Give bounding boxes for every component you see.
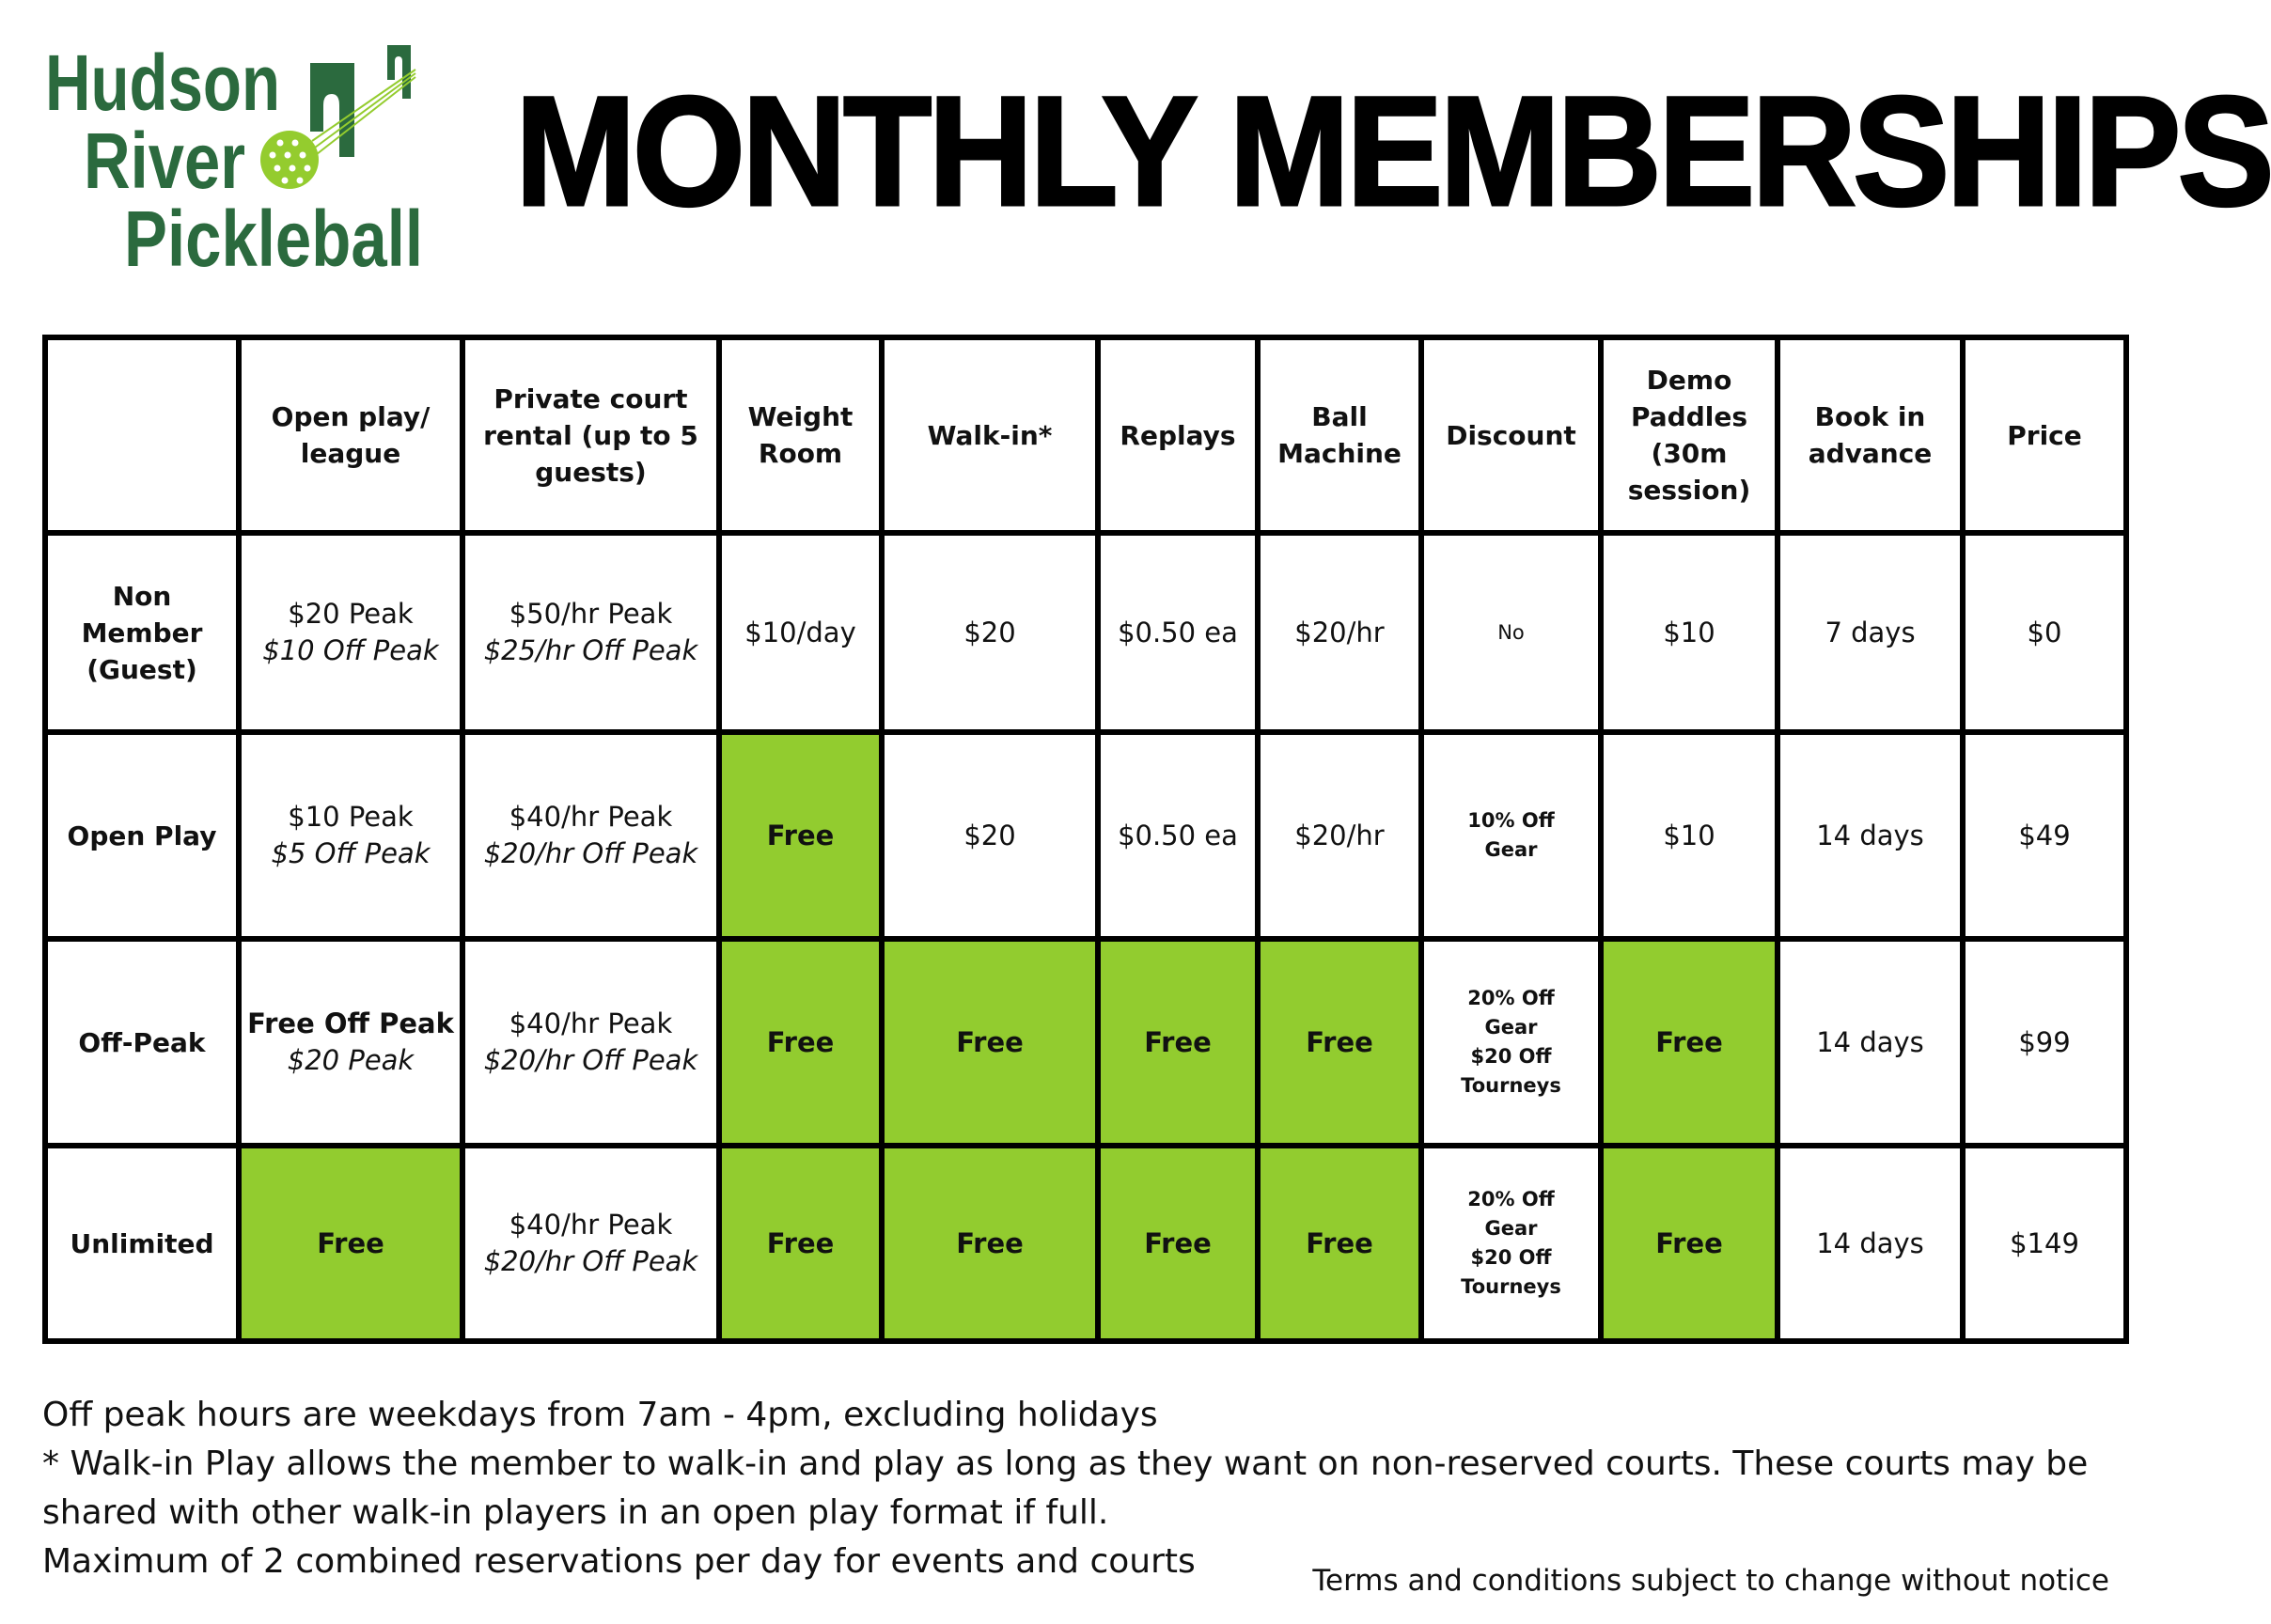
header-open-play: Open play/ league — [239, 337, 462, 533]
peak-price: $50/hr Peak — [509, 598, 673, 630]
cell-replays: Free — [1098, 1146, 1258, 1341]
pickleball-icon — [260, 131, 319, 189]
header-ball-machine: Ball Machine — [1258, 337, 1421, 533]
discount-line: Gear — [1484, 838, 1538, 861]
cell-discount: No — [1421, 533, 1601, 732]
cell-replays: Free — [1098, 939, 1258, 1146]
table-row-off-peak — [45, 939, 2126, 1146]
header-empty — [45, 337, 239, 533]
peak-price: $40/hr Peak — [509, 1007, 673, 1039]
discount-line: Gear — [1484, 1016, 1538, 1038]
cell-replays: $0.50 ea — [1098, 732, 1258, 939]
row-label: Unlimited — [45, 1146, 239, 1341]
header-replays: Replays — [1098, 337, 1258, 533]
off-peak-price: $5 Off Peak — [271, 837, 431, 869]
off-peak-price: $20/hr Off Peak — [483, 1245, 698, 1277]
table-row-open-play — [45, 732, 2126, 939]
cell-private-court — [462, 1146, 719, 1341]
footnotes — [42, 1391, 2129, 1586]
cell-demo-paddles: $10 — [1601, 533, 1778, 732]
row-label: Non Member (Guest) — [45, 533, 239, 732]
cell-private-court — [462, 939, 719, 1146]
discount-line: Gear — [1484, 1217, 1538, 1240]
cell-book-in-advance: 14 days — [1778, 732, 1963, 939]
header-private-court: Private court rental (up to 5 guests) — [462, 337, 719, 533]
cell-book-in-advance: 14 days — [1778, 939, 1963, 1146]
cell-open-play — [239, 939, 462, 1146]
cell-open-play — [239, 732, 462, 939]
header-discount: Discount — [1421, 337, 1601, 533]
cell-ball-machine: $20/hr — [1258, 533, 1421, 732]
cell-ball-machine: Free — [1258, 939, 1421, 1146]
cell-replays: $0.50 ea — [1098, 533, 1258, 732]
logo-line-3: Pickleball — [124, 195, 423, 283]
header-price: Price — [1963, 337, 2126, 533]
cell-ball-machine: $20/hr — [1258, 732, 1421, 939]
cell-weight-room: Free — [719, 939, 882, 1146]
discount-line: $20 Off — [1470, 1246, 1552, 1269]
logo-line-1: Hudson — [45, 39, 280, 127]
discount-line: $20 Off — [1470, 1045, 1552, 1068]
cell-demo-paddles: Free — [1601, 1146, 1778, 1341]
cell-weight-room: Free — [719, 732, 882, 939]
header-row — [45, 337, 2126, 533]
note-walk-in: * Walk-in Play allows the member to walk-in and play as long as they want on non-reserved courts. These courts may be shared with other walk-in players in an open play format if full. — [42, 1444, 2089, 1532]
cell-price: $0 — [1963, 533, 2126, 732]
peak-price: $40/hr Peak — [509, 801, 673, 833]
header-book-in-advance: Book in advance — [1778, 337, 1963, 533]
off-peak-price: $20/hr Off Peak — [483, 837, 698, 869]
cell-weight-room: Free — [719, 1146, 882, 1341]
cell-discount — [1421, 1146, 1601, 1341]
discount-line: Tourneys — [1461, 1074, 1561, 1097]
cell-walk-in: $20 — [882, 732, 1098, 939]
cell-walk-in: Free — [882, 939, 1098, 1146]
terms-notice: Terms and conditions subject to change without notice — [1312, 1564, 2109, 1598]
cell-price: $149 — [1963, 1146, 2126, 1341]
off-peak-price: $10 Off Peak — [262, 634, 439, 666]
logo-line-2: River — [84, 117, 245, 205]
cell-weight-room: $10/day — [719, 533, 882, 732]
off-peak-price: $25/hr Off Peak — [483, 634, 698, 666]
cell-open-play: Free — [239, 1146, 462, 1341]
off-peak-price: Free Off Peak — [247, 1007, 454, 1039]
cell-book-in-advance: 14 days — [1778, 1146, 1963, 1341]
cell-book-in-advance: 7 days — [1778, 533, 1963, 732]
cell-discount — [1421, 732, 1601, 939]
header-weight-room: Weight Room — [719, 337, 882, 533]
membership-table — [42, 335, 2129, 1344]
discount-line: Tourneys — [1461, 1275, 1561, 1298]
cell-private-court — [462, 732, 719, 939]
cell-private-court — [462, 533, 719, 732]
discount-line: 20% Off — [1467, 987, 1555, 1009]
peak-price: $20 Peak — [288, 598, 414, 630]
cell-discount — [1421, 939, 1601, 1146]
off-peak-price: $20/hr Off Peak — [483, 1044, 698, 1076]
header-demo-paddles: Demo Paddles (30m session) — [1601, 337, 1778, 533]
cell-walk-in: $20 — [882, 533, 1098, 732]
cell-demo-paddles: Free — [1601, 939, 1778, 1146]
cell-walk-in: Free — [882, 1146, 1098, 1341]
peak-price: $40/hr Peak — [509, 1209, 673, 1241]
note-max-reservations: Maximum of 2 combined reservations per day for events and courts — [42, 1542, 1196, 1581]
header-walk-in: Walk-in* — [882, 337, 1098, 533]
note-off-peak-hours: Off peak hours are weekdays from 7am - 4pm, excluding holidays — [42, 1396, 1158, 1434]
table-row-non-member — [45, 533, 2126, 732]
page-title: MONTHLY MEMBERSHIPS — [515, 65, 2271, 239]
discount-line: 10% Off — [1467, 809, 1555, 832]
cell-open-play — [239, 533, 462, 732]
hudson-river-pickleball-logo — [38, 38, 442, 282]
cell-demo-paddles: $10 — [1601, 732, 1778, 939]
discount-line: 20% Off — [1467, 1188, 1555, 1210]
peak-price: $20 Peak — [287, 1044, 415, 1076]
peak-price: $10 Peak — [288, 801, 414, 833]
cell-price: $49 — [1963, 732, 2126, 939]
row-label: Open Play — [45, 732, 239, 939]
cell-ball-machine: Free — [1258, 1146, 1421, 1341]
row-label: Off-Peak — [45, 939, 239, 1146]
cell-price: $99 — [1963, 939, 2126, 1146]
table-row-unlimited — [45, 1146, 2126, 1341]
